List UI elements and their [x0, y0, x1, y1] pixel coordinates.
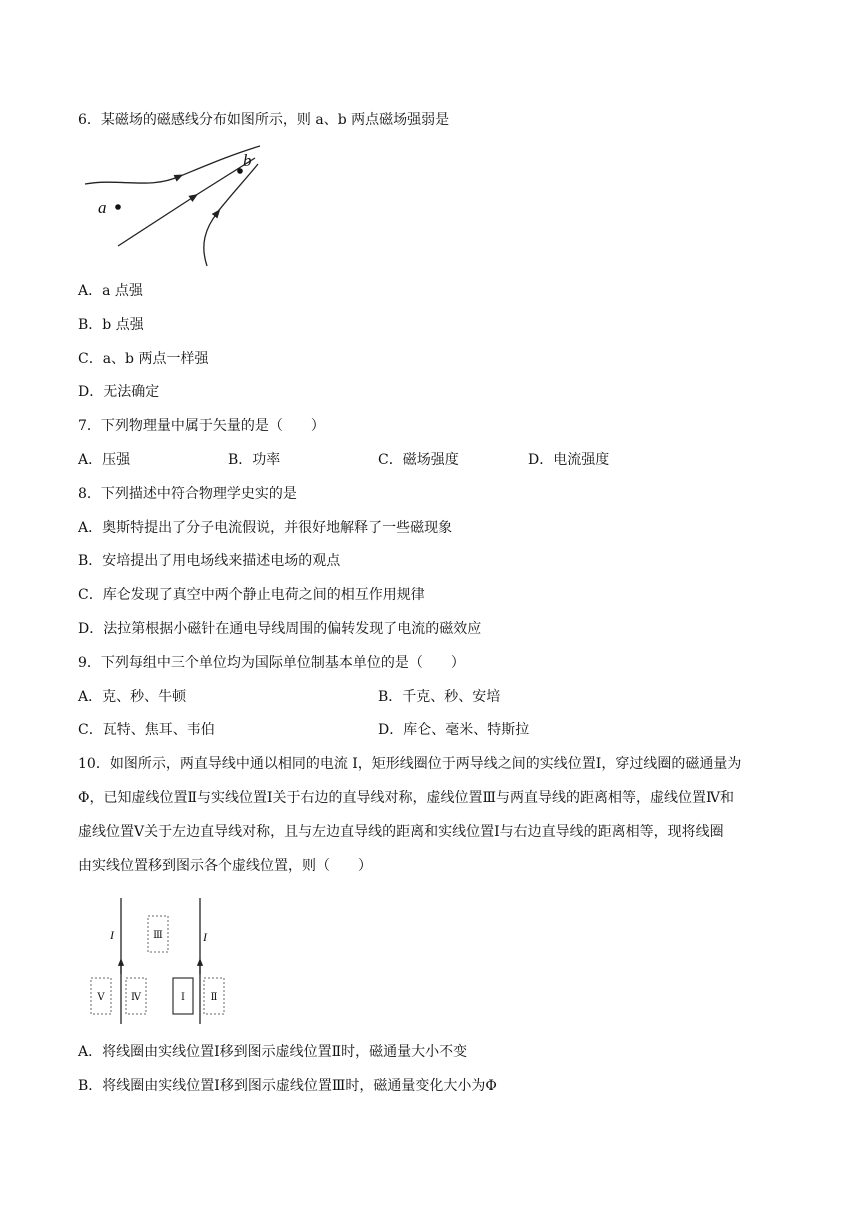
q9-option-b: B．千克、秒、安培 — [378, 689, 501, 705]
label-b: b — [243, 151, 252, 170]
field-line-bottom-cont — [216, 164, 258, 214]
q7-stem: 7．下列物理量中属于矢量的是（ ） — [78, 418, 325, 434]
q7-option-b: B．功率 — [228, 452, 281, 468]
q6-stem: 6．某磁场的磁感线分布如图所示，则 a、b 两点磁场强弱是 — [78, 112, 450, 128]
q9-option-a: A．克、秒、牛顿 — [78, 689, 187, 705]
q9-option-c: C．瓦特、焦耳、韦伯 — [78, 722, 215, 738]
q8-option-d: D．法拉第根据小磁针在通电导线周围的偏转发现了电流的磁效应 — [78, 621, 482, 637]
q10-stem-line-4: 由实线位置移到图示各个虚线位置，则（ ） — [78, 858, 372, 874]
q6-magnetic-field-figure — [80, 140, 270, 270]
q8-stem: 8．下列描述中符合物理学史实的是 — [78, 486, 297, 502]
coil-label-3: Ⅲ — [153, 930, 163, 941]
q6-option-d: D．无法确定 — [78, 384, 160, 400]
q6-option-b: B．b 点强 — [78, 317, 144, 333]
field-line-bottom — [204, 212, 218, 266]
q9-stem: 9．下列每组中三个单位均为国际单位制基本单位的是（ ） — [78, 655, 465, 671]
current-label-right: I — [203, 930, 207, 944]
q8-option-c: C．库仑发现了真空中两个静止电荷之间的相互作用规律 — [78, 587, 425, 603]
coil-label-5: Ⅴ — [97, 992, 105, 1003]
q7-option-d: D．电流强度 — [528, 452, 610, 468]
q10-option-b: B．将线圈由实线位置Ⅰ移到图示虚线位置Ⅲ时，磁通量变化大小为Φ — [78, 1078, 497, 1094]
field-line-top — [85, 176, 180, 184]
q8-option-a: A．奥斯特提出了分子电流假说，并很好地解释了一些磁现象 — [78, 520, 453, 536]
field-line-middle — [118, 196, 195, 246]
q9-options-row1 — [78, 687, 778, 707]
q10-stem-line-2: Φ，已知虚线位置Ⅱ与实线位置Ⅰ关于右边的直导线对称，虚线位置Ⅲ与两直导线的距离相等，虚线位置Ⅳ和 — [78, 790, 735, 806]
point-b — [237, 168, 243, 174]
q10-stem-line-3: 虚线位置Ⅴ关于左边直导线对称，且与左边直导线的距离和实线位置Ⅰ与右边直导线的距离相等，现将线圈 — [78, 824, 724, 840]
q10-wires-coil-figure — [80, 894, 240, 1026]
q7-options — [78, 450, 778, 470]
current-label-left: I — [110, 928, 114, 942]
point-a — [115, 204, 121, 210]
label-a: a — [98, 198, 107, 217]
q10-option-a: A．将线圈由实线位置Ⅰ移到图示虚线位置Ⅱ时，磁通量大小不变 — [78, 1044, 468, 1060]
q9-options-row2 — [78, 720, 778, 740]
coil-label-1: Ⅰ — [181, 992, 185, 1003]
q7-option-c: C．磁场强度 — [378, 452, 459, 468]
q6-option-a: A．a 点强 — [78, 283, 143, 299]
q9-option-d: D．库仑、毫米、特斯拉 — [378, 722, 530, 738]
q6-option-c: C．a、b 两点一样强 — [78, 351, 209, 367]
coil-label-2: Ⅱ — [210, 992, 218, 1003]
q10-stem-line-1: 10．如图所示，两直导线中通以相同的电流 I，矩形线圈位于两导线之间的实线位置Ⅰ，穿过线圈的磁通量为 — [78, 756, 742, 772]
q8-option-b: B．安培提出了用电场线来描述电场的观点 — [78, 553, 341, 569]
q7-option-a: A．压强 — [78, 452, 131, 468]
coil-label-4: Ⅳ — [131, 992, 141, 1003]
